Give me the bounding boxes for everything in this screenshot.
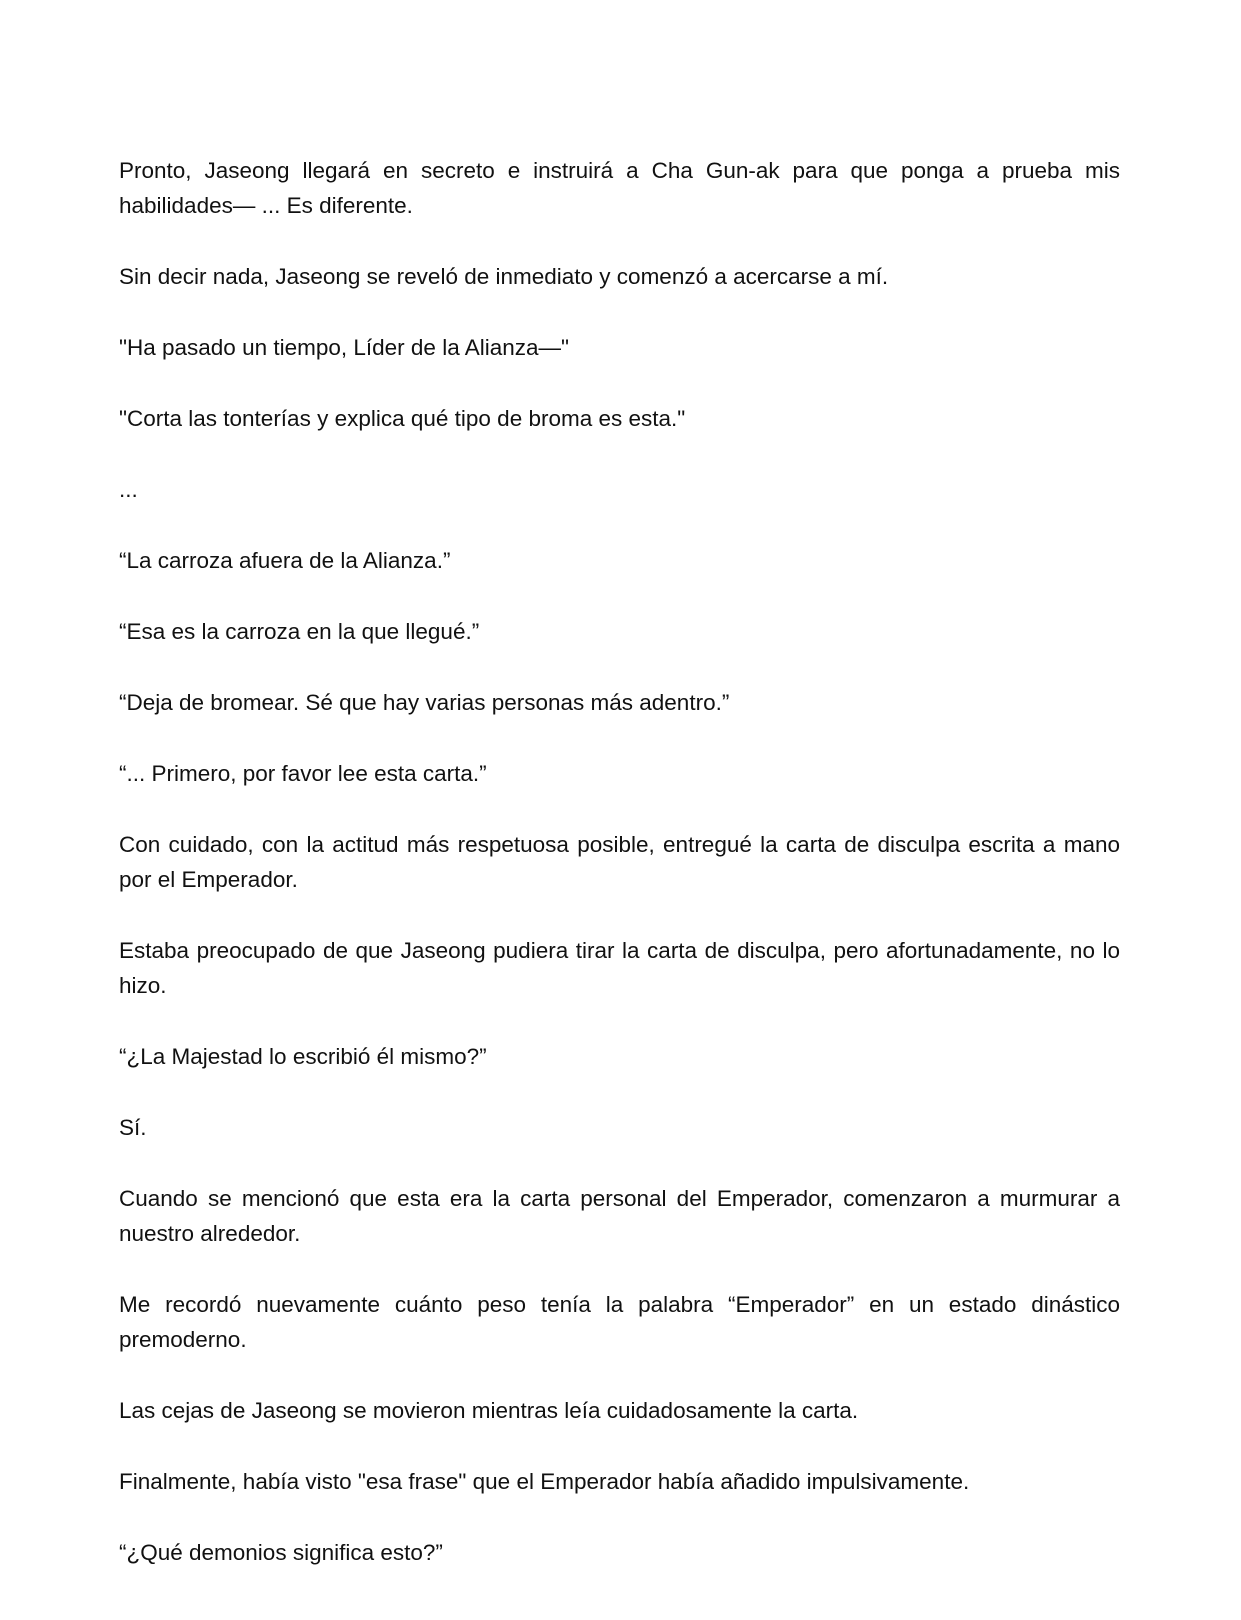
dialogue-line: “Deja de bromear. Sé que hay varias personas más adentro.” [119, 690, 730, 715]
paragraph: Sin decir nada, Jaseong se reveló de inmediato y comenzó a acercarse a mí. [119, 264, 889, 289]
dialogue-line: "Ha pasado un tiempo, Líder de la Alianza—" [119, 335, 569, 360]
paragraph: Pronto, Jaseong llegará en secreto e instruirá a Cha Gun-ak para que ponga a prueba mis habilidades— ... Es diferente. [119, 158, 1120, 218]
paragraph: Cuando se mencionó que esta era la carta personal del Emperador, comenzaron a murmurar a nuestro alrededor. [119, 1186, 1120, 1246]
dialogue-line: “La carroza afuera de la Alianza.” [119, 548, 451, 573]
ellipsis-line: ... [119, 477, 138, 502]
dialogue-line: “¿Qué demonios significa esto?” [119, 1540, 443, 1565]
dialogue-line: “¿La Majestad lo escribió él mismo?” [119, 1044, 487, 1069]
paragraph: Finalmente, había visto "esa frase" que el Emperador había añadido impulsivamente. [119, 1469, 970, 1494]
paragraph: Las cejas de Jaseong se movieron mientras leía cuidadosamente la carta. [119, 1398, 859, 1423]
dialogue-line: "Corta las tonterías y explica qué tipo de broma es esta." [119, 406, 686, 431]
paragraph: Me recordó nuevamente cuánto peso tenía la palabra “Emperador” en un estado dinástico premoderno. [119, 1292, 1120, 1352]
paragraph: Sí. [119, 1115, 147, 1140]
paragraph: Con cuidado, con la actitud más respetuosa posible, entregué la carta de disculpa escrita a mano por el Emperador. [119, 832, 1120, 892]
dialogue-line: “... Primero, por favor lee esta carta.” [119, 761, 487, 786]
paragraph: Estaba preocupado de que Jaseong pudiera tirar la carta de disculpa, pero afortunadamente, no lo hizo. [119, 938, 1120, 998]
dialogue-line: “Esa es la carroza en la que llegué.” [119, 619, 480, 644]
document-page [119, 153, 1120, 1606]
